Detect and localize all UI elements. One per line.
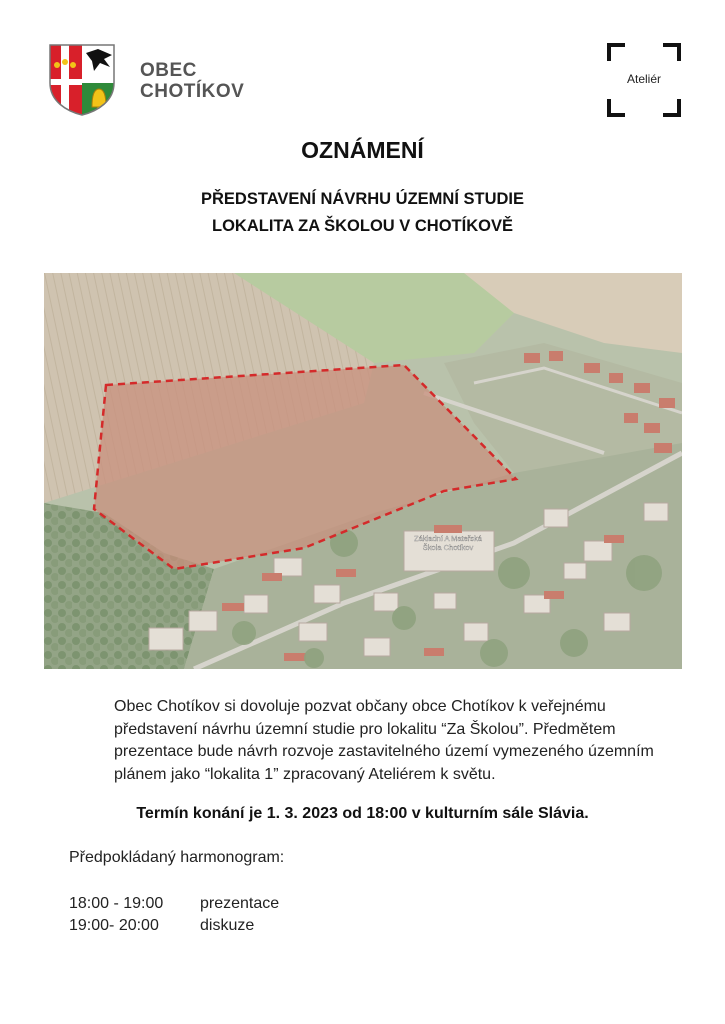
municipality-name-line2: CHOTÍKOV <box>140 81 245 102</box>
schedule-row <box>69 893 279 915</box>
school-map-label-line2: Škola Chotíkov <box>422 543 474 552</box>
chotikov-coat-of-arms <box>48 43 116 117</box>
schedule-time: 18:00 - 19:00 <box>69 895 164 912</box>
schedule-activity: diskuze <box>200 917 255 934</box>
page-title: OZNÁMENÍ <box>301 137 424 163</box>
subtitle-line1: PŘEDSTAVENÍ NÁVRHU ÚZEMNÍ STUDIE <box>201 190 524 208</box>
school-map-label-line1: Základní A Mateřská <box>414 534 482 543</box>
municipality-name <box>140 60 244 102</box>
invitation-paragraph <box>69 696 659 786</box>
subtitle <box>0 186 725 240</box>
aerial-map-image <box>44 273 682 669</box>
municipality-name-line1: OBEC <box>140 60 197 81</box>
subtitle-line2: LOKALITA ZA ŠKOLOU V CHOTÍKOVĚ <box>212 217 513 235</box>
atelier-label: Ateliér <box>626 72 661 86</box>
event-date-location: Termín konání je 1. 3. 2023 od 18:00 v kulturním sále Slávia. <box>136 805 589 822</box>
invitation-text: Obec Chotíkov si dovoluje pozvat občany obce Chotíkov k veřejnému představení návrhu územní studie pro lokalitu “Za Školou”. Předmětem prezentace bude návrh rozvoje zastavitelného území vymezeného územním plánem jako “lokalita 1” zpracovaný Ateliérem k světu. <box>114 698 654 783</box>
schedule-time: 19:00- 20:00 <box>69 917 159 934</box>
schedule-activity: prezentace <box>200 895 280 912</box>
schedule-title: Předpokládaný harmonogram: <box>69 849 285 866</box>
schedule-list <box>69 893 279 937</box>
schedule-row <box>69 915 279 937</box>
